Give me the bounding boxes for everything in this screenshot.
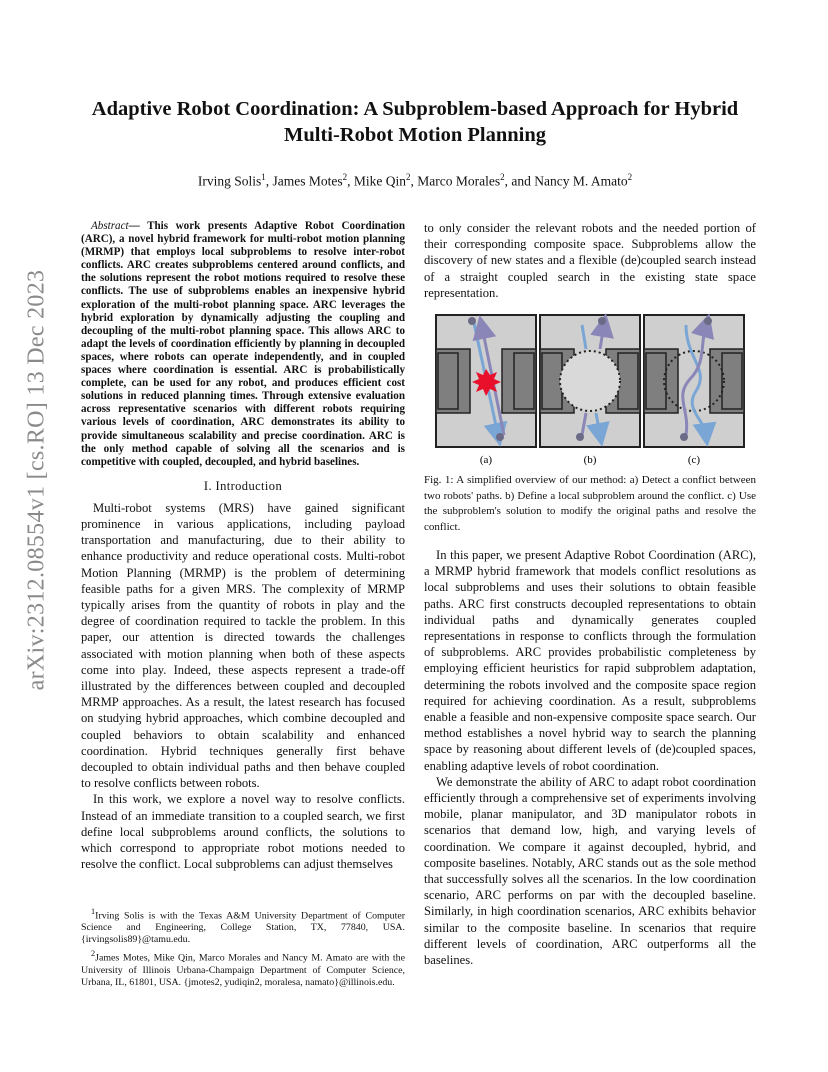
author-list: Irving Solis$^1$, James Motes$^2$, Mike Qin$^2$, Marco Morales$^2$, and Nancy M. Amato$^2$ [197,172,633,189]
author-affiliation-mark: 2 [342,172,348,182]
author-name: Marco Morales [417,173,501,189]
author-name: Mike Qin [353,173,407,189]
body-paragraph: In this work, we explore a novel way to resolve conflicts. Instead of an immediate transition to a coupled search, we first define local subproblems around conflicts, the solutions to which correspond to appropriate robot motions needed to resolve the conflict. Local subproblems can adjust themselves [81,792,405,872]
subfigure-label-b: (b) [583,454,597,467]
subfigure-b-panel [540,315,640,447]
figure-1 [424,309,756,535]
figure-caption: Fig. 1: A simplified overview of our method: a) Detect a conflict between two robots' paths. b) Define a local subproblem around the conflict. c) Use the subproblem's solution to modify the original paths and resolve the conflict. [424,474,756,533]
author-affiliation-mark: 2 [500,172,505,182]
figure-1-illustration [424,309,756,469]
subfigure-label-c: (c) [687,454,701,467]
body-paragraph: In this paper, we present Adaptive Robot Coordination (ARC), a MRMP hybrid framework that models conflict resolutions as local subproblems and uses their solutions to obtain feasible paths. ARC first constructs decoupled representations to obtain individual paths and dynamically generates coupled representations in response to conflicts through the formulation of subproblems. ARC provides probabilistic completeness by employing efficient heuristics for rapid subproblem adaptation, determining the robots involved and the composite space region required for achieving coordination. As a result, subproblems enable a feasible and non-expensive composite space search. Our method establishes a novel hybrid way to search the planning space by reasoning about different levels of (de)coupled spaces, enabling adaptive levels of robot coordination. [424,548,756,773]
paper-title: Adaptive Robot Coordination: A Subproblem-based Approach for Hybrid Multi-Robot Motion Planning [91,98,739,146]
abstract [81,220,405,469]
footnote [81,906,405,946]
body-paragraph: to only consider the relevant robots and the needed portion of their corresponding composite space. Subproblems allow the discovery of new states and a flexible (de)coupled search instead of a straight coupled search in the existing state space representation. [424,221,756,300]
arxiv-sidebar [22,269,52,691]
abstract-label: Abstract [91,220,129,232]
subfigure-a-panel [436,315,536,447]
body-paragraph: Multi-robot systems (MRS) have gained significant prominence in various applications, including payload transportation and manufacturing, due to their ability to enhance productivity and reduce operational costs. Multi-robot Motion Planning (MRMP) is the problem of determining feasible paths for a given MRS. The complexity of MRMP typically arises from the quantity of robots in play and the degree of coordination required to tackle the problem. In this paper, our attention is directed towards the challenges associated with motion planning when both of these aspects come into play. Indeed, these aspects represent a trade-off illustrated by the differences between coupled and decoupled MRMP approaches. As a result, the latest research has focused on studying hybrid approaches, which combine decoupled and coupled behaviors to obtain scalability and enhanced coordination. Hybrid techniques generally first behave decoupled to obtain individual paths and then behave coupled to resolve conflicts between robots. [81,500,405,791]
footnote-mark: 1 [91,907,96,916]
left-column [81,220,405,872]
author-name: James Motes [272,173,343,189]
author-name: Irving Solis [197,173,262,189]
arxiv-id: arXiv:2312.08554v1 [cs.RO] 13 Dec 2023 [23,269,50,691]
footnotes [81,906,405,991]
footnote-text: Irving Solis is with the Texas A&M University Department of Computer Science and Engineering, College Station, TX, 77840, USA. {irvingsolis89}@tamu.edu. [81,910,405,946]
subfigure-c-panel [644,315,744,447]
author-affiliation-mark: 1 [261,172,266,182]
author-affiliation-mark: 2 [627,172,633,182]
right-column [424,220,756,968]
author-affiliation-mark: 2 [406,172,411,182]
footnote-text: James Motes, Mike Qin, Marco Morales and Nancy M. Amato are with the University of Illinois Urbana-Champaign Department of Computer Science, Urbana, IL, 61801, USA. {jmotes2, yudiqin2, moralesa, namato}@illinois.edu. [81,952,405,988]
body-paragraph: We demonstrate the ability of ARC to adapt robot coordination efficiently through a comprehensive set of experiments involving mobile, planar manipulator, and 3D manipulator robots in scenarios that demand low, high, and varying levels of coordination. We compare it against decoupled, hybrid, and composite baselines. Notably, ARC stands out as the sole method that successfully solves all the scenarios. In the low coordination scenario, ARC performs on par with the decoupled baseline. Similarly, in high coordination scenarios, ARC exhibits behavior similar to the composite baseline. In scenarios that require different levels of coordination, ARC outperforms all the baselines. [424,774,756,968]
subfigure-label-a: (a) [479,454,493,467]
footnote-mark: 2 [91,949,96,959]
footnote [81,948,405,988]
author-name: Nancy M. Amato [534,173,628,189]
abstract-text: — This work presents Adaptive Robot Coordination (ARC), a novel hybrid framework for multi-robot motion planning (MRMP) that employs local subproblems to resolve inter-robot conflicts. ARC creates subproblems centered around conflicts, and the solutions represent the robot motions required to resolve these conflicts. The use of subproblems enables an inexpensive hybrid exploration of the multi-robot planning space. ARC leverages the hybrid exploration by dynamically adjusting the coupling and decoupling of the multi-robot planning space. This allows ARC to adapt the levels of coordination efficiently by planning in decoupled spaces, where robots can operate independently, and in coupled spaces where coordination is essential. ARC is probabilistically complete, can be used for any robot, and produces efficient cost solutions in reduced planning times. Through extensive evaluation across representative scenarios with different robots requiring various levels of coordination, ARC demonstrates its ability to provide simultaneous scalability and precise coordination. ARC is the only method capable of solving all the scenarios and is competitive with coupled, decoupled, and hybrid baselines. [81,220,405,468]
section-heading-introduction: I. Introduction [203,478,283,493]
